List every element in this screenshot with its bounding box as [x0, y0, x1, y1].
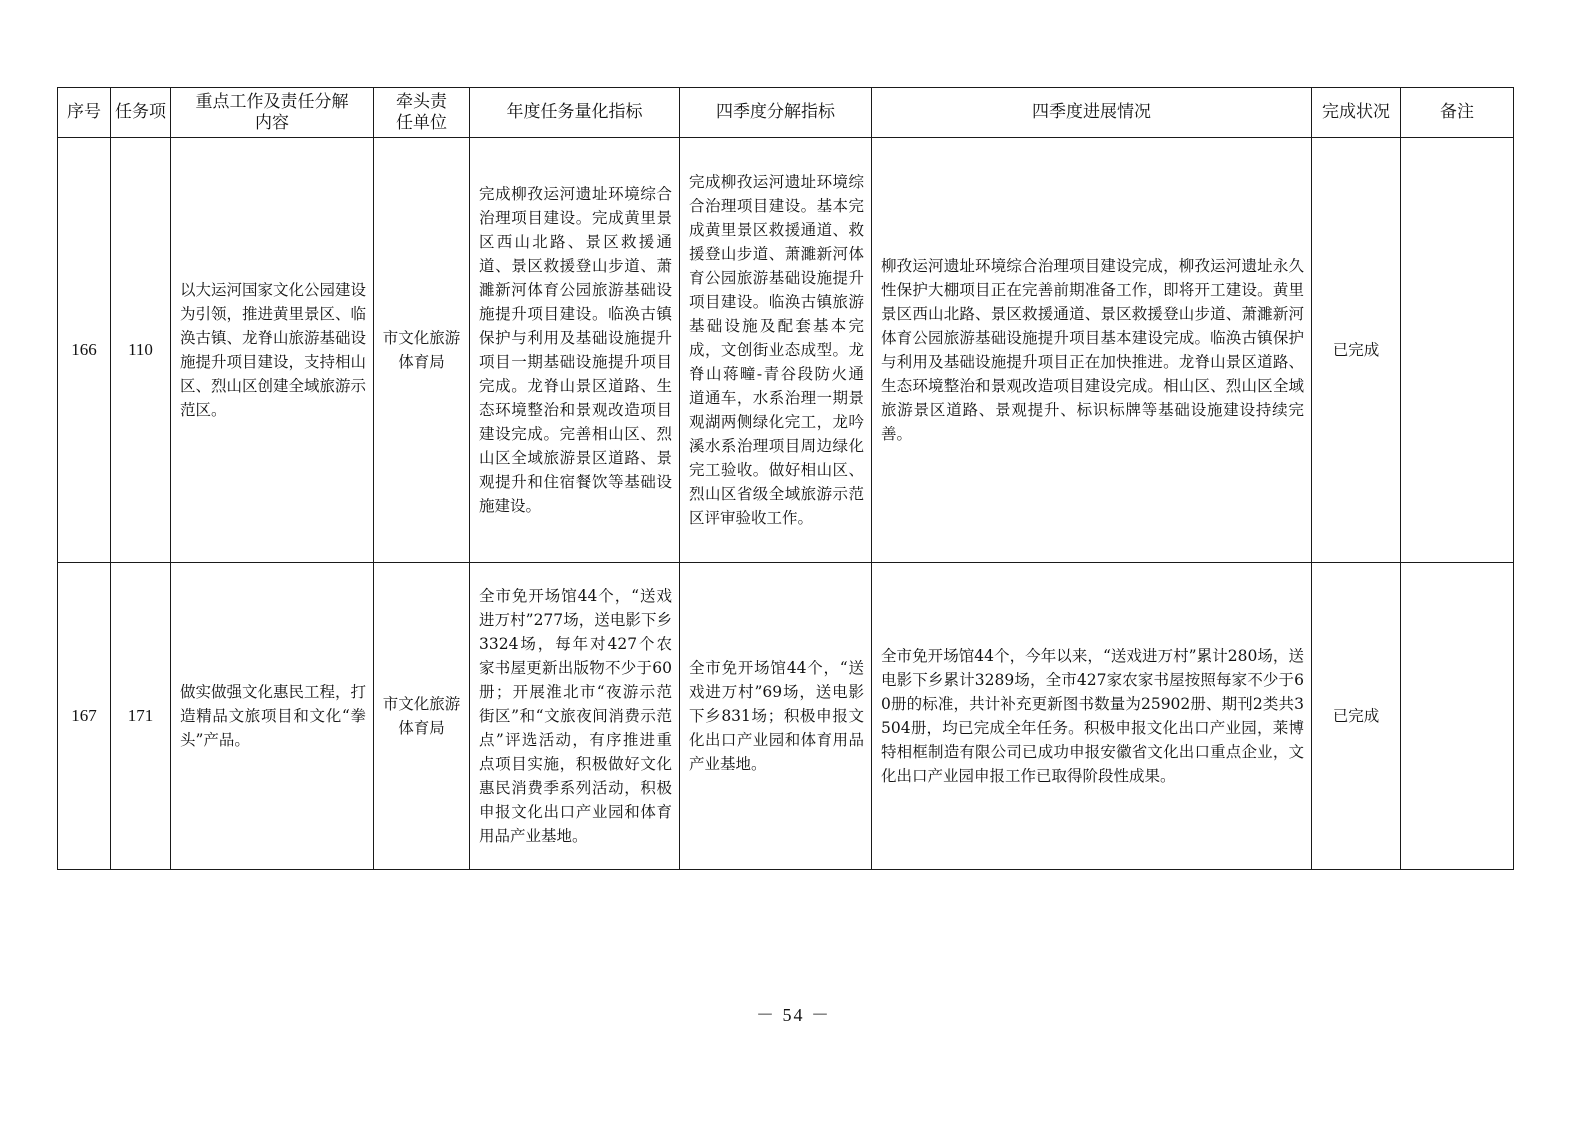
cell-q4-target: 完成柳孜运河遗址环境综合治理项目建设。基本完成黄里景区救援通道、救援登山步道、萧濉新河体育公园旅游基础设施提升项目建设。临涣古镇旅游基础设施及配套基本完成，文创街业态成型。龙脊山蒋疃-青谷段防火通道通车，水系治理一期景观湖两侧绿化完工，龙吟溪水系治理项目周边绿化完工验收。做好相山区、烈山区省级全域旅游示范区评审验收工作。: [680, 138, 872, 563]
cell-task: 171: [111, 563, 171, 870]
header-work: [171, 88, 374, 138]
header-unit: [374, 88, 470, 138]
header-q4-progress: 四季度进展情况: [872, 88, 1312, 138]
table-row: [58, 563, 1514, 870]
cell-work: 以大运河国家文化公园建设为引领，推进黄里景区、临涣古镇、龙脊山旅游基础设施提升项目建设，支持相山区、烈山区创建全域旅游示范区。: [171, 138, 374, 563]
cell-remark: [1401, 138, 1514, 563]
cell-q4-progress: 柳孜运河遗址环境综合治理项目建设完成，柳孜运河遗址永久性保护大棚项目正在完善前期准备工作，即将开工建设。黄里景区西山北路、景区救援通道、景区救援登山步道、萧濉新河体育公园旅游基础设施提升项目基本建设完成。临涣古镇保护与利用及基础设施提升项目正在加快推进。龙脊山景区道路、生态环境整治和景观改造项目建设完成。相山区、烈山区全域旅游景区道路、景观提升、标识标牌等基础设施建设持续完善。: [872, 138, 1312, 563]
cell-q4-target: 全市免开场馆44个，“送戏进万村”69场，送电影下乡831场；积极申报文化出口产业园和体育用品产业基地。: [680, 563, 872, 870]
cell-status: 已完成: [1312, 138, 1401, 563]
cell-unit: 市文化旅游体育局: [374, 138, 470, 563]
page-number: － 54 －: [756, 1005, 831, 1025]
header-work-label: 重点工作及责任分解内容: [195, 91, 349, 133]
cell-remark: [1401, 563, 1514, 870]
cell-seq: 167: [58, 563, 111, 870]
task-table: [57, 87, 1514, 870]
cell-task: 110: [111, 138, 171, 563]
header-q4-target: 四季度分解指标: [680, 88, 872, 138]
cell-annual: 全市免开场馆44个，“送戏进万村”277场，送电影下乡3324场，每年对427个农家书屋更新出版物不少于60册；开展淮北市“夜游示范街区”和“文旅夜间消费示范点”评选活动，有序推进重点项目实施，积极做好文化惠民消费季系列活动，积极申报文化出口产业园和体育用品产业基地。: [470, 563, 680, 870]
cell-seq: 166: [58, 138, 111, 563]
header-row: [58, 88, 1514, 138]
header-task: 任务项: [111, 88, 171, 138]
header-remark: 备注: [1401, 88, 1514, 138]
header-status: 完成状况: [1312, 88, 1401, 138]
cell-status: 已完成: [1312, 563, 1401, 870]
table-row: [58, 138, 1514, 563]
header-seq: 序号: [58, 88, 111, 138]
cell-unit: 市文化旅游体育局: [374, 563, 470, 870]
header-annual: 年度任务量化指标: [470, 88, 680, 138]
cell-q4-progress: 全市免开场馆44个，今年以来，“送戏进万村”累计280场，送电影下乡累计3289场，全市427家农家书屋按照每家不少于60册的标准，共计补充更新图书数量为25902册、期刊2类共3504册，均已完成全年任务。积极申报文化出口产业园，莱博特相框制造有限公司已成功申报安徽省文化出口重点企业，文化出口产业园申报工作已取得阶段性成果。: [872, 563, 1312, 870]
cell-work: 做实做强文化惠民工程，打造精品文旅项目和文化“拳头”产品。: [171, 563, 374, 870]
header-unit-label: 牵头责任单位: [396, 91, 447, 133]
cell-annual: 完成柳孜运河遗址环境综合治理项目建设。完成黄里景区西山北路、景区救援通道、景区救援登山步道、萧濉新河体育公园旅游基础设施提升项目建设。临涣古镇保护与利用及基础设施提升项目一期基础设施提升项目完成。龙脊山景区道路、生态环境整治和景观改造项目建设完成。完善相山区、烈山区全域旅游景区道路、景观提升和住宿餐饮等基础设施建设。: [470, 138, 680, 563]
